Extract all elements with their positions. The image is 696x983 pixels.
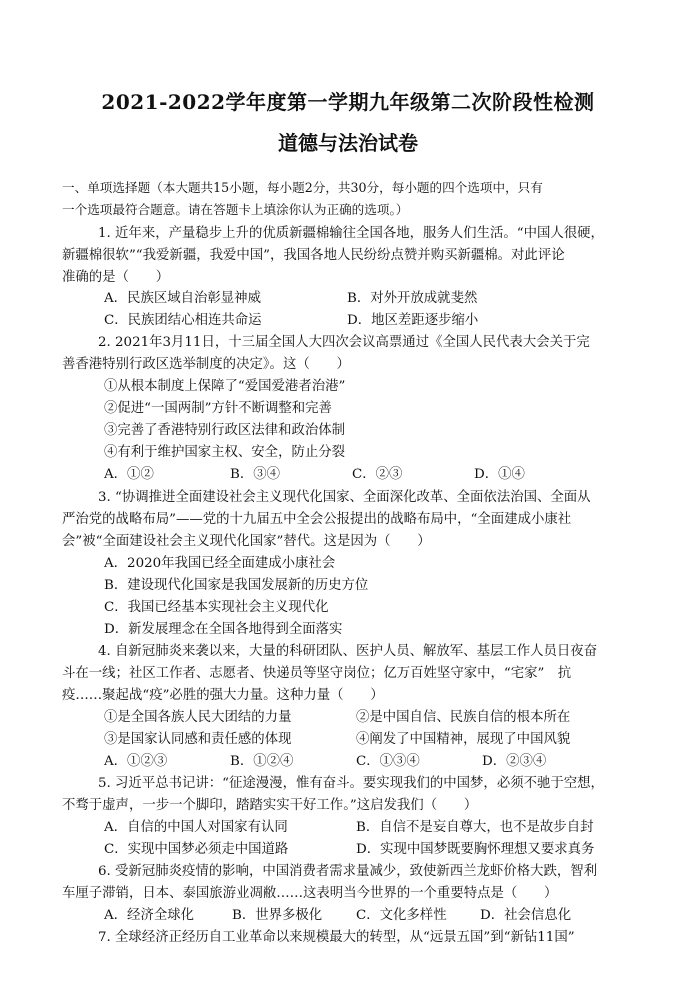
q1-stem-line-2: 新疆棉很软”“我爱新疆，我爱中国”，我国各地人民纷纷点赞并购买新疆棉。对此评论 [62,248,565,263]
q2-stem-line-2: 善香港特别行政区选举制度的决定》。这（ ） [62,357,350,372]
q4-statement-3: ③是国家认同感和责任感的体现 [104,732,292,747]
q5-option-c: C．实现中国梦必须走中国道路 [104,842,289,857]
q3-stem-line-2: 严治党的战略布局”——党的十九届五中全会公报提出的战略布局中，“全面建成小康社 [62,512,572,527]
exam-subtitle: 道德与法治试卷 [278,131,418,155]
q5-option-b: B．自信不是妄自尊大，也不是故步自封 [356,820,594,835]
q2-option-c: C．②③ [352,467,403,482]
q5-stem-line-2: 不骛于虚声，一步一个脚印，踏踏实实干好工作。”这启发我们（ ） [62,798,478,813]
q2-stem-line-1: 2. 2021年3月11日，十三届全国人大四次会议高票通过《全国人民代表大会关于完 [98,335,590,350]
q1-stem-line-3: 准确的是（ ） [62,270,170,285]
q2-statement-4: ④有利于维护国家主权、安全，防止分裂 [104,445,346,460]
q3-option-c: C．我国已经基本实现社会主义现代化 [104,600,329,615]
q3-option-d: D．新发展理念在全国各地得到全面落实 [104,622,343,637]
q6-option-d: D．社会信息化 [480,908,572,923]
section-heading-line-1: 一、单项选择题（本大题共15小题，每小题2分，共30分，每小题的四个选项中，只有 [62,180,543,195]
q6-stem-line-2: 车厘子滞销，日本、泰国旅游业凋敝……这表明当今世界的一个重要特点是（ ） [62,886,558,901]
q1-option-a: A．民族区域自治彰显神威 [104,291,261,306]
q4-option-d: D．②③④ [482,754,547,769]
q5-option-d: D．实现中国梦既要胸怀理想又要求真务 [356,842,595,857]
q6-option-b: B．世界多极化 [232,908,323,923]
q2-statement-3: ③完善了香港特别行政区法律和政治体制 [104,423,346,438]
exam-title: 2021-2022学年度第一学期九年级第二次阶段性检测 [101,90,595,114]
q1-option-d: D．地区差距逐步缩小 [347,313,479,328]
q3-option-b: B．建设现代化国家是我国发展新的历史方位 [104,578,369,593]
q3-stem-line-3: 会”被“全面建设社会主义现代化国家”替代。这是因为（ ） [62,534,431,549]
q1-option-c: C．民族团结心相连共命运 [104,313,262,328]
q7-stem-line-1: 7. 全球经济正经历自工业革命以来规模最大的转型，从“远景五国”到“新钻11国” [98,930,575,945]
q6-stem-line-1: 6. 受新冠肺炎疫情的影响，中国消费者需求量减少，致使新西兰龙虾价格大跌，智利 [98,864,598,879]
q5-option-a: A．自信的中国人对国家有认同 [104,820,288,835]
q2-statement-2: ②促进“一国两制”方针不断调整和完善 [104,401,332,416]
q4-option-c: C．①③④ [356,754,420,769]
q3-option-a: A．2020年我国已经全面建成小康社会 [104,556,336,571]
q4-stem-line-1: 4. 自新冠肺炎来袭以来，大量的科研团队、医护人员、解放军、基层工作人员日夜奋 [98,644,598,659]
q2-option-a: A．①② [104,467,154,482]
section-heading-line-2: 一个选项最符合题意。请在答题卡上填涂你认为正确的选项。） [62,202,409,217]
q4-statement-2: ②是中国自信、民族自信的根本所在 [356,710,571,725]
q2-option-b: B．③④ [230,467,281,482]
q6-option-a: A．经济全球化 [104,908,195,923]
q4-stem-line-2: 斗在一线；社区工作者、志愿者、快递员等坚守岗位；亿万百姓坚守家中，“宅家” 抗 [62,666,572,681]
q5-stem-line-1: 5. 习近平总书记讲：“征途漫漫，惟有奋斗。要实现我们的中国梦，必须不驰于空想， [98,776,604,791]
q4-option-b: B．①②④ [230,754,294,769]
q4-stem-line-3: 疫……聚起战“疫”必胜的强大力量。这种力量（ ） [62,688,384,703]
q2-statement-1: ①从根本制度上保障了“爱国爱港者治港” [104,379,346,394]
q6-option-c: C．文化多样性 [356,908,447,923]
q4-option-a: A．①②③ [104,754,168,769]
q4-statement-4: ④阐发了中国精神，展现了中国风貌 [356,732,571,747]
q1-option-b: B．对外开放成就斐然 [347,291,478,306]
q3-stem-line-1: 3. “协调推进全面建设社会主义现代化国家、全面深化改革、全面依法治国、全面从 [98,490,591,505]
q4-statement-1: ①是全国各族人民大团结的力量 [104,710,292,725]
q2-option-d: D．①④ [474,467,525,482]
q1-stem-line-1: 1. 近年来，产量稳步上升的优质新疆棉输往全国各地，服务人们生活。“中国人很硬， [98,226,604,241]
